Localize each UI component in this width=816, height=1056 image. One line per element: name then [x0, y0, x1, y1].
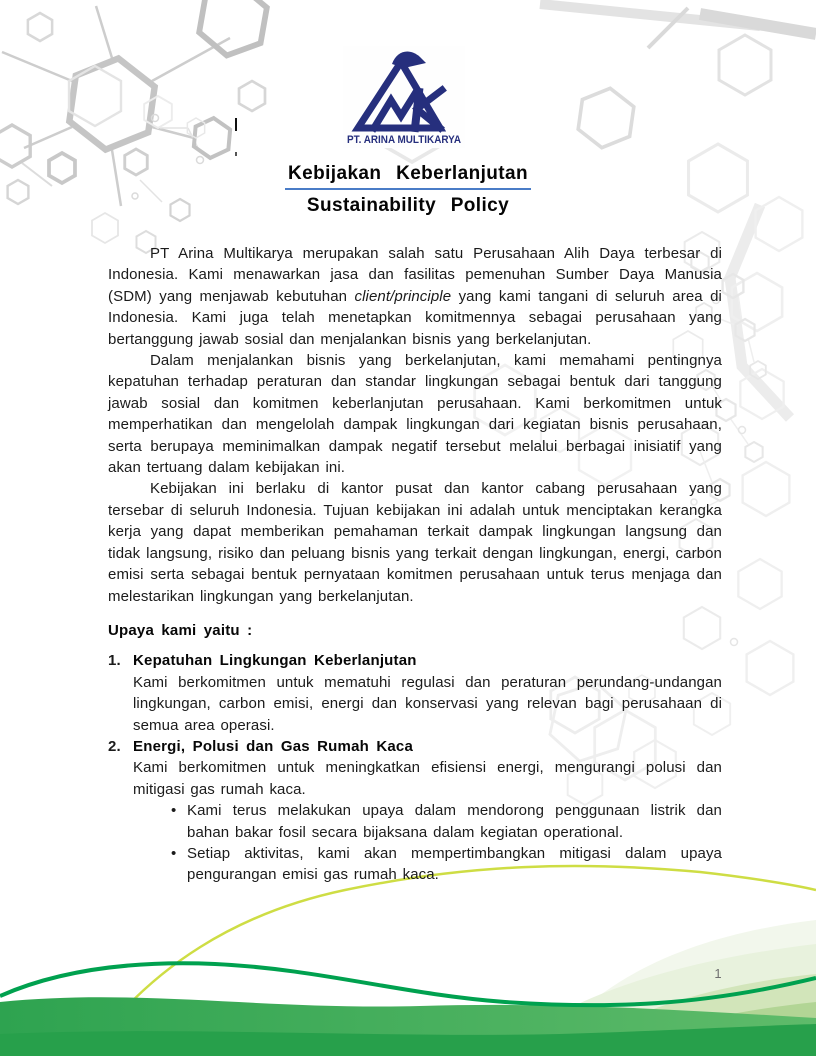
stray-mark: [235, 118, 237, 131]
list-item-1-number: 1.: [108, 652, 121, 670]
bullet-item-2-text: Setiap aktivitas, kami akan mempertimbangkan mitigasi dalam upaya pengurangan emisi gas rumah kaca.: [187, 844, 722, 884]
list-item-1: [108, 650, 722, 736]
paragraph-intro-post: yang kami tangani di seluruh area di Indonesia. Kami juga telah menetapkan komitmennya sebagai perusahaan yang bertanggung jawab sosial dan menjalankan bisnis yang berkelanjutan.: [108, 287, 722, 348]
bullet-item-1-text: Kami terus melakukan upaya dalam mendorong penggunaan listrik dan bahan bakar fosil secara bijaksana dalam kegiatan operational.: [187, 802, 722, 841]
title-english: Sustainability Policy: [306, 195, 510, 216]
footer-wave-graphic: [0, 886, 816, 1056]
document-title: [0, 163, 816, 217]
document-body: [108, 243, 722, 886]
paragraph-intro-italic: client/principle: [354, 287, 452, 305]
stray-mark: [235, 152, 237, 156]
bullet-item-1: [165, 800, 722, 843]
bullet-item-2: [165, 843, 722, 886]
title-indonesian: Kebijakan Keberlanjutan: [285, 163, 531, 190]
arina-multikarya-logo-icon: [343, 46, 465, 148]
bullet-dot: •: [171, 844, 177, 862]
bullet-dot: •: [171, 802, 177, 820]
list-item-2: [108, 736, 722, 886]
list-item-1-body: Kami berkomitmen untuk mematuhi regulasi dan peraturan perundang-undangan lingkungan, carbon emisi, energi dan konservasi yang relevan bagi perusahaan di semua area operasi.: [133, 673, 722, 734]
list-item-1-title: Kepatuhan Lingkungan Keberlanjutan: [133, 652, 417, 670]
paragraph-scope: Kebijakan ini berlaku di kantor pusat dan kantor cabang perusahaan yang tersebar di seluruh Indonesia. Tujuan kebijakan ini adalah untuk menciptakan kerangka kerja yang dapat memberikan pemahaman terkait dampak lingkungan langsung dan tidak langsung, risiko dan peluang bisnis yang terkait dengan lingkungan, energi, carbon emisi serta sebagai bentuk pernyataan komitmen perusahaan untuk terus menjaga dan melestarikan lingkungan yang berkelanjutan.: [108, 480, 722, 605]
list-item-2-number: 2.: [108, 737, 121, 755]
list-item-2-body: Kami berkomitmen untuk meningkatkan efisiensi energi, mengurangi polusi dan mitigasi gas rumah kaca.: [133, 759, 722, 798]
paragraph-intro: [108, 243, 722, 350]
page-number: 1: [714, 966, 722, 981]
section-heading: Upaya kami yaitu :: [108, 621, 253, 639]
paragraph-intro-pre: PT Arina Multikarya merupakan salah satu Perusahaan Alih Daya terbesar di Indonesia. Kami menawarkan jasa dan fasilitas pemenuhan Sumber Daya Manusia (SDM) yang menjawab kebutuhan: [108, 245, 722, 305]
list-item-2-title: Energi, Polusi dan Gas Rumah Kaca: [133, 737, 414, 755]
eagle-beak-icon: [392, 52, 426, 68]
logo-company-name: PT. ARINA MULTIKARYA: [347, 134, 462, 146]
company-logo: [343, 46, 465, 148]
paragraph-commitment: Dalam menjalankan bisnis yang berkelanjutan, kami memahami pentingnya kepatuhan terhadap peraturan dan standar lingkungan sebagai bentuk dari tanggung jawab sosial dan komitmen keberlanjutan perusahaan. Kami berkomitmen untuk memperhatikan dan mengelolah dampak lingkungan dari kegiatan bisnis perusahaan, serta berupaya meminimalkan dampak negatif tersebut melalui berbagai inisiatif yang akan tertuang dalam kebijakan ini.: [108, 352, 722, 477]
